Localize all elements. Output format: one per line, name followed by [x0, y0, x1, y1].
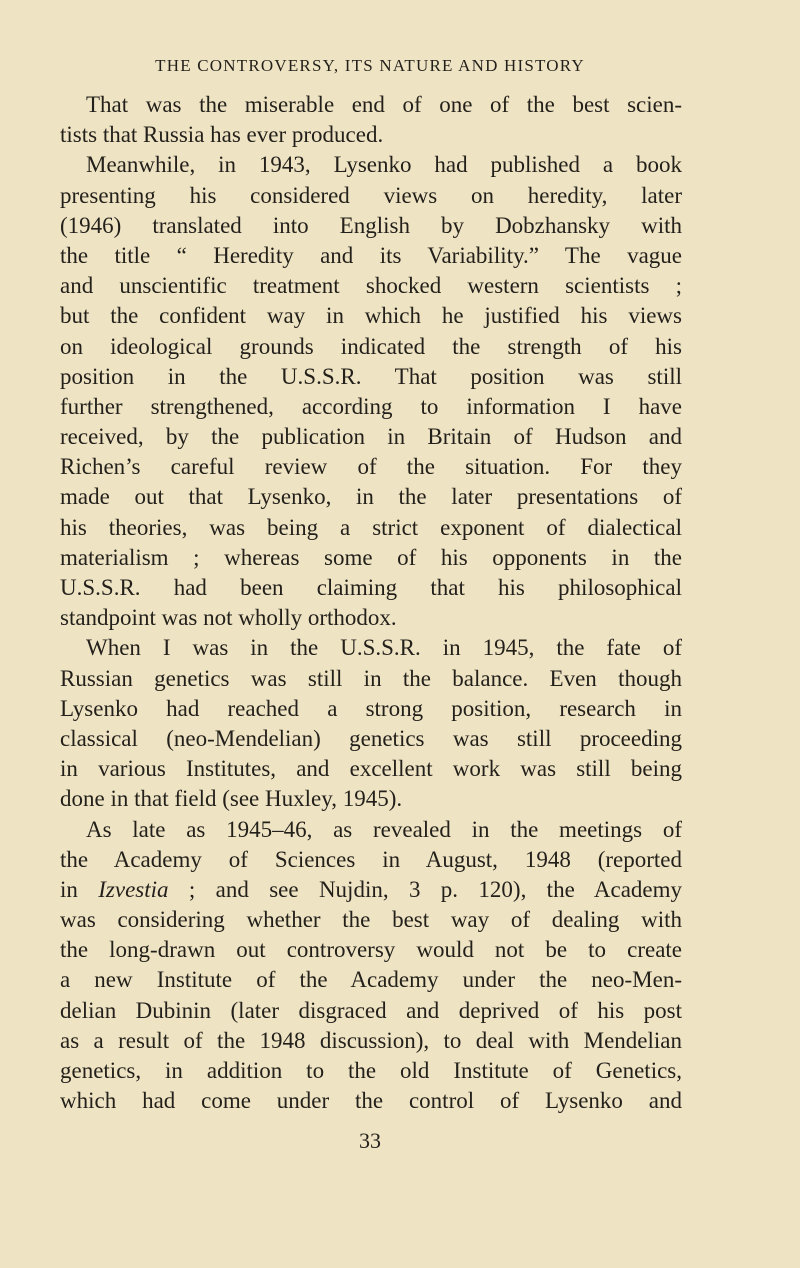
text-line: [60, 90, 682, 120]
text-line: [60, 150, 682, 180]
text-run: materialism ; whereas some of his opponents in the: [60, 544, 682, 570]
text-line: [60, 965, 682, 995]
text-run: in various Institutes, and excellent work was still being: [60, 756, 682, 782]
text-line: [60, 935, 682, 965]
text-line: [60, 1056, 682, 1086]
text-run: a new Institute of the Academy under the neo-Men-: [60, 967, 682, 993]
text-run: the long-drawn out controversy would not be to create: [60, 937, 682, 963]
text-run: as a result of the 1948 discussion), to deal with Mendelian: [60, 1027, 682, 1053]
text-run: further strengthened, according to information I have: [60, 393, 682, 419]
text-run: presenting his considered views on heredity, later: [60, 182, 682, 208]
text-line: [60, 1086, 682, 1116]
text-line: [60, 905, 682, 935]
text-run: Russian genetics was still in the balance. Even though: [60, 665, 682, 691]
text-run: standpoint was not wholly orthodox.: [60, 605, 397, 631]
text-run: tists that Russia has ever produced.: [60, 122, 384, 148]
text-line: [60, 754, 682, 784]
text-line: [60, 422, 682, 452]
running-header: THE CONTROVERSY, ITS NATURE AND HISTORY: [155, 56, 585, 75]
text-line: [60, 664, 682, 694]
page-number: 33: [359, 1128, 381, 1153]
text-line: [60, 1026, 682, 1056]
text-line: [60, 845, 682, 875]
text-line: [60, 543, 682, 573]
text-run: on ideological grounds indicated the strength of his: [60, 333, 682, 359]
text-run: Richen’s careful review of the situation. For they: [60, 454, 682, 480]
text-line: [60, 815, 682, 845]
text-run: but the confident way in which he justified his views: [60, 303, 682, 329]
text-run: delian Dubinin (later disgraced and deprived of his post: [60, 997, 682, 1023]
text-line: [60, 392, 682, 422]
text-run: classical (neo-Mendelian) genetics was still proceeding: [60, 725, 682, 751]
text-run: made out that Lysenko, in the later presentations of: [60, 484, 682, 510]
text-run: Lysenko had reached a strong position, research in: [60, 695, 682, 721]
text-line: [60, 120, 682, 150]
text-line: [60, 573, 682, 603]
text-line: [60, 181, 682, 211]
text-line: [60, 875, 682, 905]
text-run: As late as 1945–46, as revealed in the meetings of: [86, 816, 682, 842]
text-run: ; and see Nujdin, 3 p. 120), the Academy: [168, 876, 682, 902]
text-run: which had come under the control of Lysenko and: [60, 1088, 682, 1114]
text-run: When I was in the U.S.S.R. in 1945, the fate of: [86, 635, 682, 661]
text-run: in: [60, 876, 99, 902]
italic-text: Izvestia: [98, 876, 169, 902]
text-run: (1946) translated into English by Dobzhansky with: [60, 212, 682, 238]
text-run: done in that field (see Huxley, 1945).: [60, 786, 403, 812]
text-line: [60, 301, 682, 331]
text-line: [60, 784, 682, 814]
text-line: [60, 241, 682, 271]
text-run: received, by the publication in Britain of Hudson and: [60, 424, 682, 450]
text-line: [60, 452, 682, 482]
text-line: [60, 996, 682, 1026]
text-line: [60, 603, 682, 633]
text-run: U.S.S.R. had been claiming that his philosophical: [60, 575, 682, 600]
text-line: [60, 332, 682, 362]
text-line: [60, 724, 682, 754]
text-line: [60, 362, 682, 392]
text-run: Meanwhile, in 1943, Lysenko had published a book: [86, 152, 682, 178]
text-line: [60, 633, 682, 663]
text-run: position in the U.S.S.R. That position was still: [60, 363, 682, 389]
body-text: [60, 90, 682, 1116]
text-line: [60, 211, 682, 241]
text-run: was considering whether the best way of dealing with: [60, 907, 682, 933]
text-run: genetics, in addition to the old Institute of Genetics,: [60, 1058, 682, 1083]
text-line: [60, 482, 682, 512]
text-run: That was the miserable end of one of the best scien-: [86, 92, 682, 117]
text-run: his theories, was being a strict exponent of dialectical: [60, 514, 682, 540]
text-run: the title “ Heredity and its Variability.” The vague: [60, 242, 682, 268]
text-run: and unscientific treatment shocked western scientists ;: [60, 273, 682, 299]
text-line: [60, 694, 682, 724]
text-line: [60, 271, 682, 301]
text-line: [60, 513, 682, 543]
text-run: the Academy of Sciences in August, 1948 (reported: [60, 846, 682, 872]
